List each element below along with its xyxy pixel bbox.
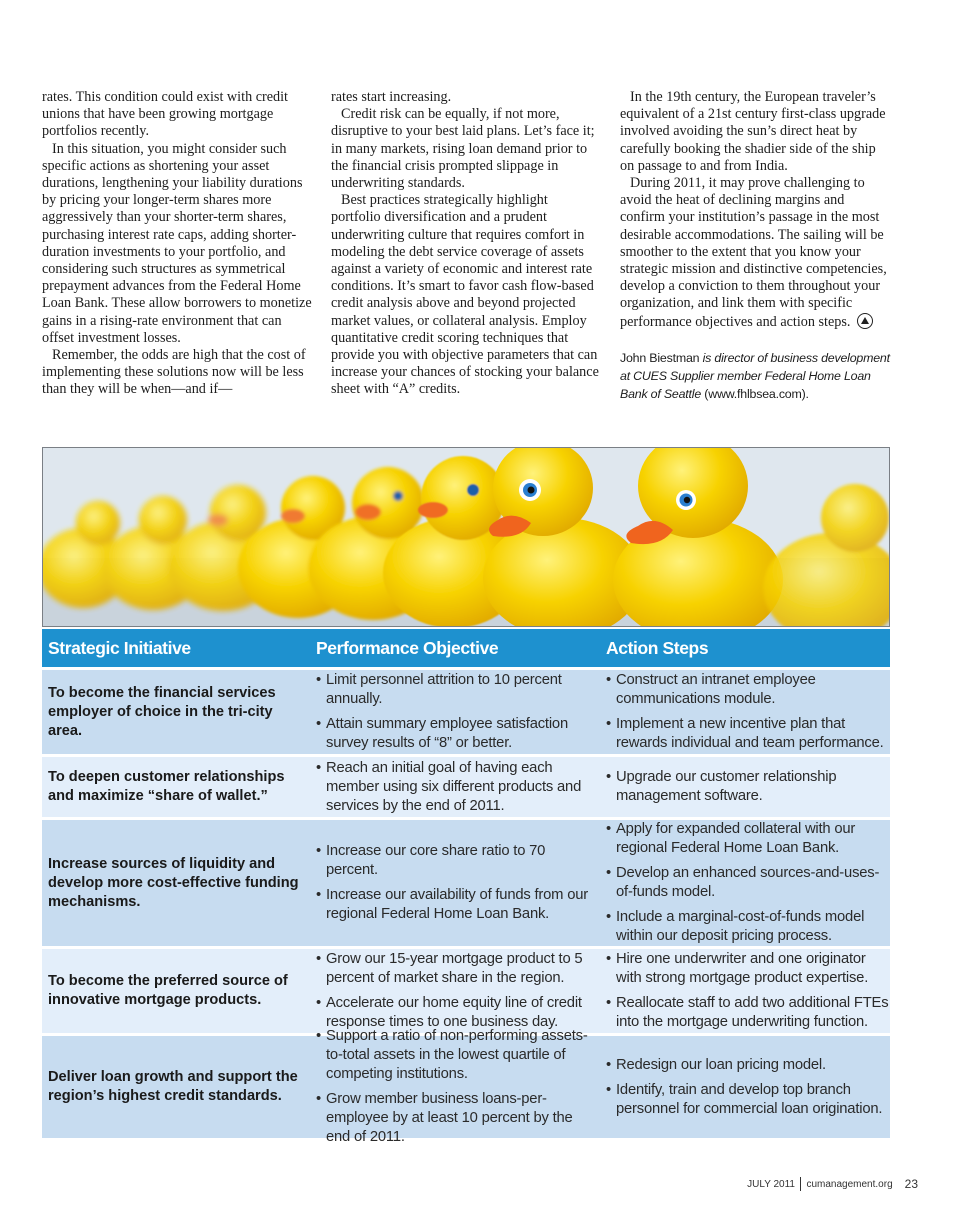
page-number: 23	[904, 1177, 918, 1191]
objective-item: • Increase our core share ratio to 70 percent.	[316, 842, 600, 880]
objective-item: • Support a ratio of non-performing assets-to-total assets in the lowest quartile of competing institutions.	[316, 1027, 600, 1084]
action-item: • Upgrade our customer relationship management software.	[606, 768, 890, 806]
objective-item: • Increase our availability of funds from our regional Federal Home Loan Bank.	[316, 886, 600, 924]
objective-cell	[310, 670, 600, 754]
action-cell	[600, 757, 890, 817]
article-column-3	[620, 89, 890, 403]
table-row	[42, 670, 890, 754]
objective-item: • Accelerate our home equity line of credit response times to one business day.	[316, 994, 600, 1032]
action-item: • Implement a new incentive plan that rewards individual and team performance.	[606, 715, 890, 753]
strategy-table	[42, 629, 890, 1145]
action-cell	[600, 670, 890, 754]
page-footer	[747, 1177, 918, 1191]
paragraph: rates. This condition could exist with credit unions that have been growing mortgage portfolios recently.	[42, 89, 289, 140]
author-byline	[620, 349, 890, 403]
action-item: • Hire one underwriter and one originator with strong mortgage product expertise.	[606, 950, 890, 988]
header-performance-objective: Performance Objective	[316, 637, 499, 658]
end-mark-icon	[857, 313, 873, 329]
paragraph: rates start increasing.	[331, 89, 452, 105]
initiative-cell: Deliver loan growth and support the region’s highest credit standards.	[48, 1069, 298, 1104]
action-cell	[600, 820, 890, 946]
action-item: • Identify, train and develop top branch personnel for commercial loan origination.	[606, 1081, 890, 1119]
table-header	[42, 629, 890, 667]
article-column-2	[331, 89, 601, 403]
objective-item: • Grow member business loans-per-employee by at least 10 percent by the end of 2011.	[316, 1090, 600, 1147]
objective-cell	[310, 757, 600, 817]
initiative-cell: To become the preferred source of innovative mortgage products.	[48, 973, 288, 1008]
rubber-ducks-photo	[42, 447, 890, 627]
article-columns	[42, 89, 890, 403]
objective-item: • Grow our 15-year mortgage product to 5 percent of market share in the region.	[316, 950, 600, 988]
paragraph: Best practices strategically highlight portfolio diversification and a prudent underwriting culture that requires comfort in modeling the debt service coverage of assets against a variety of economic and interest rate conditions. It’s smart to favor cash flow-based credit analysis above and beyond projected market values, or collateral analysis. Employ quantitative credit scoring techniques that provide you with objective parameters that can increase your chances of stocking your balance sheet with “A” credits.	[331, 192, 599, 398]
table-row	[42, 820, 890, 946]
action-item: • Apply for expanded collateral with our regional Federal Home Loan Bank.	[606, 820, 890, 858]
action-cell	[600, 1036, 890, 1138]
article-column-1	[42, 89, 312, 403]
author-role: is director of business development at CUES Supplier member Federal Home Loan Bank of Seattle	[620, 350, 890, 401]
action-item: • Reallocate staff to add two additional FTEs into the mortgage underwriting function.	[606, 994, 890, 1032]
action-item: • Redesign our loan pricing model.	[606, 1056, 890, 1075]
table-row	[42, 757, 890, 817]
issue-date: JULY 2011	[747, 1178, 795, 1190]
objective-cell	[310, 820, 600, 946]
paragraph: Credit risk can be equally, if not more, disruptive to your best laid plans. Let’s face it; in many markets, rising loan demand prior to the financial crisis prompted slippage in underwriting standards.	[331, 106, 595, 192]
website[interactable]: cumanagement.org	[806, 1178, 893, 1190]
initiative-cell: To deepen customer relationships and maximize “share of wallet.”	[48, 769, 285, 804]
objective-item: • Attain summary employee satisfaction survey results of “8” or better.	[316, 715, 600, 753]
action-item: • Construct an intranet employee communications module.	[606, 671, 890, 709]
action-cell	[600, 949, 890, 1033]
author-name: John Biestman	[620, 350, 700, 365]
table-row	[42, 1028, 890, 1145]
paragraph	[620, 175, 890, 331]
paragraph: In this situation, you might consider such specific actions as shortening your asset durations, lengthening your liability durations by pricing your longer-term shares more aggressively than your shorter-term shares, purchasing interest rate caps, adding shorter-duration investments to your portfolio, and considering such structures as symmetrical prepayment advances from the Federal Home Loan Bank. These allow borrowers to monetize gains in a rising-rate environment that can offset investment losses.	[42, 140, 312, 346]
table-row	[42, 949, 890, 1033]
paragraph: In the 19th century, the European traveler’s equivalent of a 21st century first-class upgrade involved avoiding the sun’s direct heat by carefully booking the shadier side of the ship on passage to and from India.	[620, 89, 886, 174]
initiative-cell: Increase sources of liquidity and develop more cost-effective funding mechanisms.	[48, 855, 299, 910]
objective-item: • Limit personnel attrition to 10 percent annually.	[316, 671, 600, 709]
objective-cell	[310, 1028, 600, 1145]
paragraph: Remember, the odds are high that the cost of implementing these solutions now will be less than they will be when—and if—	[42, 347, 306, 398]
paragraph-text: During 2011, it may prove challenging to avoid the heat of declining margins and confirm your institution’s passage in the most desirable accommodations. The sailing will be smoother to the extent that you know your strategic mission and distinctive competencies, develop a conviction to them throughout your organization, and link them with specific performance objectives and action steps.	[620, 175, 887, 330]
initiative-cell: To become the financial services employer of choice in the tri-city area.	[48, 684, 276, 739]
objective-item: • Reach an initial goal of having each member using six different products and services by the end of 2011.	[316, 759, 600, 816]
header-strategic-initiative: Strategic Initiative	[48, 637, 191, 658]
footer-divider	[800, 1177, 802, 1191]
author-url: (www.fhlbsea.com).	[701, 386, 809, 401]
action-item: • Develop an enhanced sources-and-uses-of-funds model.	[606, 864, 890, 902]
header-action-steps: Action Steps	[606, 637, 709, 658]
objective-cell	[310, 949, 600, 1033]
action-item: • Include a marginal-cost-of-funds model within our deposit pricing process.	[606, 908, 890, 946]
